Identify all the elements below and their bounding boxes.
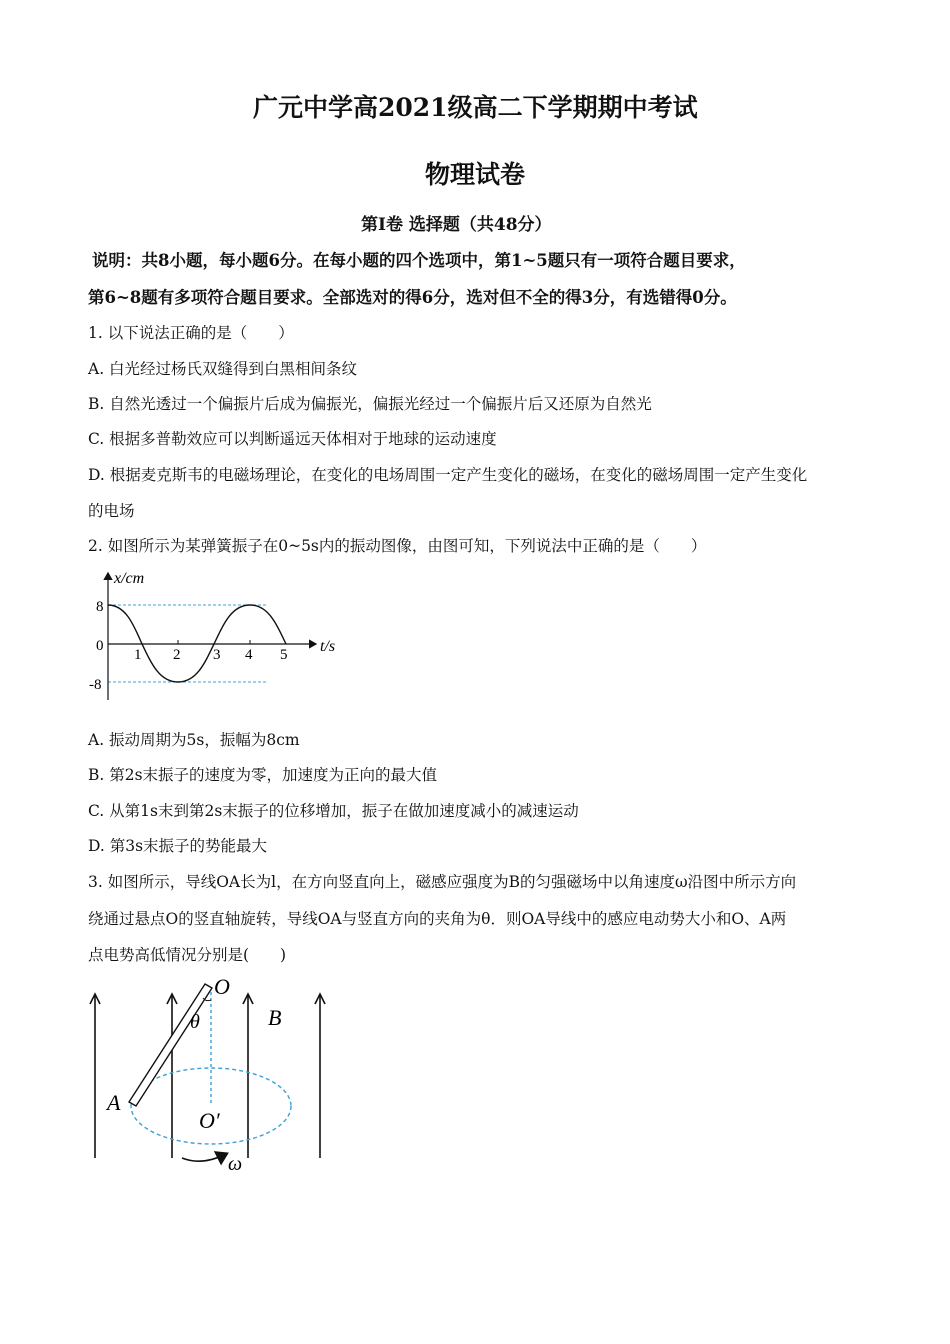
question-1-option-d: D. 根据麦克斯韦的电磁场理论，在变化的电场周围一定产生变化的磁场，在变化的磁场周围一定产生变化: [88, 466, 808, 484]
subject-title: 物理试卷: [425, 160, 526, 189]
y-tick-0: 0: [96, 638, 104, 654]
x-tick-1: 1: [134, 647, 142, 663]
question-3-stem-line-3: 点电势高低情况分别是( ): [88, 946, 287, 964]
oscillation-graph: [80, 565, 360, 705]
wire-oa: [129, 984, 212, 1106]
question-1-option-c: C. 根据多普勒效应可以判断遥远天体相对于地球的运动速度: [88, 430, 497, 448]
question-1-option-b: B. 自然光透过一个偏振片后成为偏振光，偏振光经过一个偏振片后又还原为自然光: [88, 395, 652, 413]
question-1-stem: 1. 以下说法正确的是（ ）: [88, 324, 294, 342]
exam-title: 广元中学高2021级高二下学期期中考试: [253, 93, 698, 122]
label-o-prime: O′: [199, 1108, 220, 1133]
x-tick-2: 2: [173, 647, 181, 663]
label-o: O: [214, 974, 230, 999]
omega-arrow: [182, 1154, 226, 1161]
instruction-line-1: 说明：共8小题，每小题6分。在每小题的四个选项中，第1~5题只有一项符合题目要求，: [92, 251, 746, 270]
y-axis-label: x/cm: [114, 570, 145, 587]
question-3-stem-line-2: 绕通过悬点O的竖直轴旋转，导线OA与竖直方向的夹角为θ．则OA导线中的感应电动势大小和O、A两: [88, 910, 787, 928]
question-2-option-b: B. 第2s末振子的速度为零，加速度为正向的最大值: [88, 766, 438, 784]
x-tick-3: 3: [213, 647, 221, 663]
y-tick-neg8: -8: [89, 677, 102, 693]
question-2-option-c: C. 从第1s末到第2s末振子的位移增加，振子在做加速度减小的减速运动: [88, 802, 579, 820]
label-a: A: [107, 1090, 121, 1115]
section-heading: 第I卷 选择题（共48分）: [361, 215, 552, 235]
label-omega: ω: [228, 1153, 243, 1175]
question-3-stem-line-1: 3. 如图所示，导线OA长为l，在方向竖直向上，磁感应强度为B的匀强磁场中以角速度ω沿图中所示方向: [88, 873, 797, 891]
question-2-option-d: D. 第3s末振子的势能最大: [88, 837, 268, 855]
question-1-option-d-continued: 的电场: [88, 502, 135, 520]
x-axis-label: t/s: [320, 638, 336, 655]
question-1-option-a: A. 白光经过杨氏双缝得到白黑相间条纹: [88, 360, 358, 378]
y-tick-8: 8: [96, 599, 104, 615]
instruction-line-2: 第6~8题有多项符合题目要求。全部选对的得6分，选对但不全的得3分，有选错得0分。: [88, 288, 737, 307]
label-b: B: [268, 1005, 282, 1030]
x-tick-4: 4: [245, 647, 253, 663]
x-tick-5: 5: [280, 647, 288, 663]
question-2-option-a: A. 振动周期为5s，振幅为8cm: [88, 731, 300, 749]
rotating-wire-diagram: [80, 970, 340, 1180]
question-2-stem: 2. 如图所示为某弹簧振子在0~5s内的振动图像，由图可知，下列说法中正确的是（ ）: [88, 537, 707, 555]
label-theta: θ: [190, 1011, 200, 1033]
